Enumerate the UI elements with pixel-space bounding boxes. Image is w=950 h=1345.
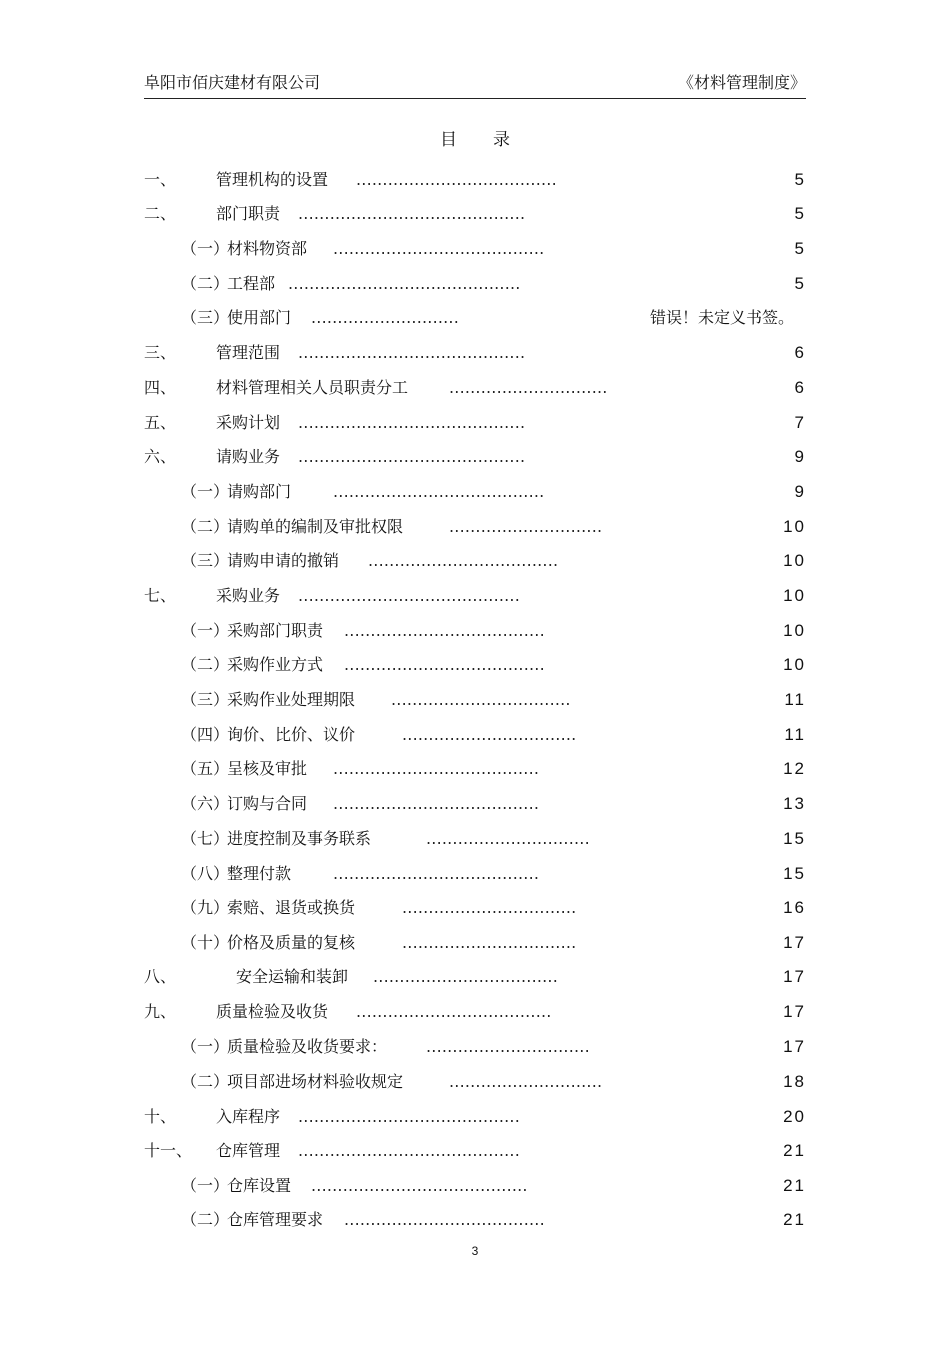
toc-entry-number: （三） xyxy=(181,308,230,327)
toc-entry-page: 17 xyxy=(783,1002,806,1021)
toc-entry-title: 索赔、退货或换货 xyxy=(227,898,356,917)
toc-entry[interactable] xyxy=(0,896,950,920)
toc-entry-leader: ........................................ xyxy=(333,239,545,258)
toc-entry-title: 采购作业处理期限 xyxy=(227,690,356,709)
toc-entry-number: （五） xyxy=(181,759,230,778)
toc-entry[interactable] xyxy=(0,376,950,400)
document-title: 《材料管理制度》 xyxy=(677,73,806,92)
toc-entry-title: 请购申请的撤销 xyxy=(227,551,340,570)
toc-entry-number: （二） xyxy=(181,517,230,536)
toc-entry-number: （二） xyxy=(181,1210,230,1229)
toc-entry-page: 12 xyxy=(783,759,806,778)
toc-entry-page: 10 xyxy=(783,655,806,674)
toc-entry[interactable] xyxy=(0,723,950,747)
toc-entry-number: 六、 xyxy=(144,447,177,466)
toc-entry-leader: ............................ xyxy=(311,308,460,327)
toc-entry-title: 呈核及审批 xyxy=(227,759,308,778)
toc-entry-title: 材料物资部 xyxy=(227,239,308,258)
toc-entry-title: 进度控制及事务联系 xyxy=(227,829,372,848)
toc-entry[interactable] xyxy=(0,1070,950,1094)
toc-entry-page: 17 xyxy=(783,1037,806,1056)
toc-entry-page: 10 xyxy=(783,586,806,605)
toc-entry-leader: ....................................... xyxy=(333,864,540,883)
toc-entry-page: 9 xyxy=(794,447,806,466)
toc-entry-number: 七、 xyxy=(144,586,177,605)
toc-title: 目录 xyxy=(440,130,546,150)
toc-entry-page: 11 xyxy=(784,725,806,744)
toc-entry-page: 10 xyxy=(783,551,806,570)
toc-entry-number: （四） xyxy=(181,725,230,744)
toc-entry-page: 17 xyxy=(783,967,806,986)
toc-entry-page: 6 xyxy=(794,378,806,397)
toc-entry-title: 价格及质量的复核 xyxy=(227,933,356,952)
toc-entry-leader: ...................................... xyxy=(344,655,545,674)
toc-entry-title: 询价、比价、议价 xyxy=(227,725,356,744)
toc-entry-title: 仓库管理 xyxy=(216,1141,281,1160)
toc-entry-leader: ....................................... xyxy=(333,794,540,813)
toc-entry-leader: .......................................... xyxy=(298,586,521,605)
toc-entry-page: 错误！未定义书签。 xyxy=(649,308,794,327)
toc-entry-page: 15 xyxy=(783,864,806,883)
page-number: 3 xyxy=(471,1244,479,1258)
toc-entry-number: 十、 xyxy=(144,1107,177,1126)
toc-entry-title: 安全运输和装卸 xyxy=(236,967,349,986)
toc-entry[interactable] xyxy=(0,168,950,192)
toc-entry[interactable] xyxy=(0,827,950,851)
toc-entry[interactable] xyxy=(0,862,950,886)
toc-entry-number: （七） xyxy=(181,829,230,848)
toc-entry-leader: ................................. xyxy=(402,933,577,952)
toc-entry-leader: .......................................... xyxy=(298,1141,521,1160)
toc-entry-number: （九） xyxy=(181,898,230,917)
toc-entry[interactable] xyxy=(0,411,950,435)
toc-entry-leader: .................................... xyxy=(368,551,559,570)
toc-entry[interactable] xyxy=(0,965,950,989)
toc-entry-title: 请购部门 xyxy=(227,482,292,501)
toc-entry[interactable] xyxy=(0,445,950,469)
toc-entry[interactable] xyxy=(0,653,950,677)
toc-entry[interactable] xyxy=(0,1174,950,1198)
toc-entry-leader: ............................. xyxy=(449,517,603,536)
toc-entry-title: 管理范围 xyxy=(216,343,281,362)
toc-entry-title: 项目部进场材料验收规定 xyxy=(227,1072,404,1091)
toc-entry[interactable] xyxy=(0,341,950,365)
toc-entry-page: 21 xyxy=(783,1176,806,1195)
toc-entry-page: 21 xyxy=(783,1210,806,1229)
toc-entry[interactable] xyxy=(0,306,950,330)
toc-entry[interactable] xyxy=(0,237,950,261)
toc-entry-title: 采购作业方式 xyxy=(227,655,324,674)
toc-entry-leader: ........................................... xyxy=(298,413,526,432)
toc-entry-leader: ................................. xyxy=(402,898,577,917)
toc-entry-leader: ................................. xyxy=(402,725,577,744)
toc-entry-page: 21 xyxy=(783,1141,806,1160)
toc-entry-leader: ...................................... xyxy=(356,170,557,189)
toc-entry-number: 三、 xyxy=(144,343,177,362)
toc-entry-title: 仓库管理要求 xyxy=(227,1210,324,1229)
toc-entry-number: （二） xyxy=(181,274,230,293)
toc-entry-number: （三） xyxy=(181,551,230,570)
toc-entry-page: 5 xyxy=(794,204,806,223)
toc-entry[interactable] xyxy=(0,480,950,504)
toc-entry-number: （十） xyxy=(181,933,230,952)
toc-entry[interactable] xyxy=(0,549,950,573)
toc-entry-title: 请购单的编制及审批权限 xyxy=(227,517,404,536)
toc-entry-page: 17 xyxy=(783,933,806,952)
toc-entry-leader: ............................... xyxy=(426,1037,590,1056)
toc-entry-title: 使用部门 xyxy=(227,308,292,327)
toc-entry[interactable] xyxy=(0,515,950,539)
toc-entry[interactable] xyxy=(0,931,950,955)
toc-entry[interactable] xyxy=(0,272,950,296)
toc-entry[interactable] xyxy=(0,1208,950,1232)
toc-entry-page: 13 xyxy=(783,794,806,813)
toc-entry-number: 四、 xyxy=(144,378,177,397)
toc-entry[interactable] xyxy=(0,1139,950,1163)
toc-entry-leader: ............................................ xyxy=(288,274,521,293)
toc-entry-number: 二、 xyxy=(144,204,177,223)
toc-entry-number: （一） xyxy=(181,1176,230,1195)
toc-entry-leader: ........................................... xyxy=(298,447,526,466)
toc-entry-number: 十一、 xyxy=(144,1141,193,1160)
toc-entry-page: 10 xyxy=(783,621,806,640)
toc-entry-title: 采购计划 xyxy=(216,413,281,432)
toc-entry-number: 五、 xyxy=(144,413,177,432)
toc-entry-leader: ..................................... xyxy=(356,1002,552,1021)
toc-entry-page: 11 xyxy=(784,690,806,709)
toc-entry-page: 7 xyxy=(794,413,806,432)
toc-entry-title: 材料管理相关人员职责分工 xyxy=(216,378,409,397)
toc-entry-leader: ......................................... xyxy=(311,1176,528,1195)
toc-entry[interactable] xyxy=(0,688,950,712)
toc-entry-leader: .................................. xyxy=(391,690,571,709)
toc-entry-leader: ...................................... xyxy=(344,1210,545,1229)
toc-entry-number: （一） xyxy=(181,1037,230,1056)
toc-entry-number: （一） xyxy=(181,482,230,501)
toc-entry-title: 质量检验及收货 xyxy=(216,1002,329,1021)
toc-entry-leader: ............................. xyxy=(449,1072,603,1091)
toc-entry-title: 整理付款 xyxy=(227,864,292,883)
toc-entry[interactable] xyxy=(0,202,950,226)
toc-entry-page: 15 xyxy=(783,829,806,848)
toc-entry-page: 20 xyxy=(783,1107,806,1126)
toc-entry-page: 10 xyxy=(783,517,806,536)
toc-entry-leader: ........................................... xyxy=(298,204,526,223)
toc-entry[interactable] xyxy=(0,757,950,781)
toc-entry-title: 质量检验及收货要求： xyxy=(227,1037,388,1056)
toc-entry-page: 6 xyxy=(794,343,806,362)
toc-entry-leader: ....................................... xyxy=(333,759,540,778)
toc-entry-number: （三） xyxy=(181,690,230,709)
toc-entry-page: 5 xyxy=(794,274,806,293)
toc-entry-number: （一） xyxy=(181,239,230,258)
toc-entry-title: 订购与合同 xyxy=(227,794,308,813)
toc-entry[interactable] xyxy=(0,1035,950,1059)
toc-entry-leader: .......................................... xyxy=(298,1107,521,1126)
toc-entry-title: 仓库设置 xyxy=(227,1176,292,1195)
toc-entry-number: 八、 xyxy=(144,967,177,986)
toc-entry-title: 部门职责 xyxy=(216,204,281,223)
toc-entry[interactable] xyxy=(0,1000,950,1024)
toc-entry-title: 工程部 xyxy=(227,274,276,293)
toc-entry-page: 9 xyxy=(794,482,806,501)
toc-entry-page: 18 xyxy=(783,1072,806,1091)
toc-entry-number: （一） xyxy=(181,621,230,640)
toc-entry-number: （二） xyxy=(181,1072,230,1091)
toc-entry[interactable] xyxy=(0,1105,950,1129)
toc-entry-title: 采购部门职责 xyxy=(227,621,324,640)
toc-entry[interactable] xyxy=(0,619,950,643)
toc-entry-number: 一、 xyxy=(144,170,177,189)
toc-entry-number: （二） xyxy=(181,655,230,674)
toc-entry-title: 请购业务 xyxy=(216,447,281,466)
toc-entry[interactable] xyxy=(0,584,950,608)
toc-entry-leader: ................................... xyxy=(373,967,559,986)
toc-entry-leader: ...................................... xyxy=(344,621,545,640)
toc-entry-page: 5 xyxy=(794,170,806,189)
toc-entry-leader: ............................... xyxy=(426,829,590,848)
toc-entry-number: （八） xyxy=(181,864,230,883)
toc-entry-page: 16 xyxy=(783,898,806,917)
toc-entry-title: 采购业务 xyxy=(216,586,281,605)
toc-entry[interactable] xyxy=(0,792,950,816)
toc-entry-page: 5 xyxy=(794,239,806,258)
toc-entry-title: 入库程序 xyxy=(216,1107,281,1126)
company-name: 阜阳市佰庆建材有限公司 xyxy=(144,73,321,92)
toc-entry-number: （六） xyxy=(181,794,230,813)
toc-entry-title: 管理机构的设置 xyxy=(216,170,329,189)
toc-entry-leader: .............................. xyxy=(449,378,608,397)
toc-entry-leader: ........................................ xyxy=(333,482,545,501)
toc-entry-number: 九、 xyxy=(144,1002,177,1021)
toc-entry-leader: ........................................... xyxy=(298,343,526,362)
